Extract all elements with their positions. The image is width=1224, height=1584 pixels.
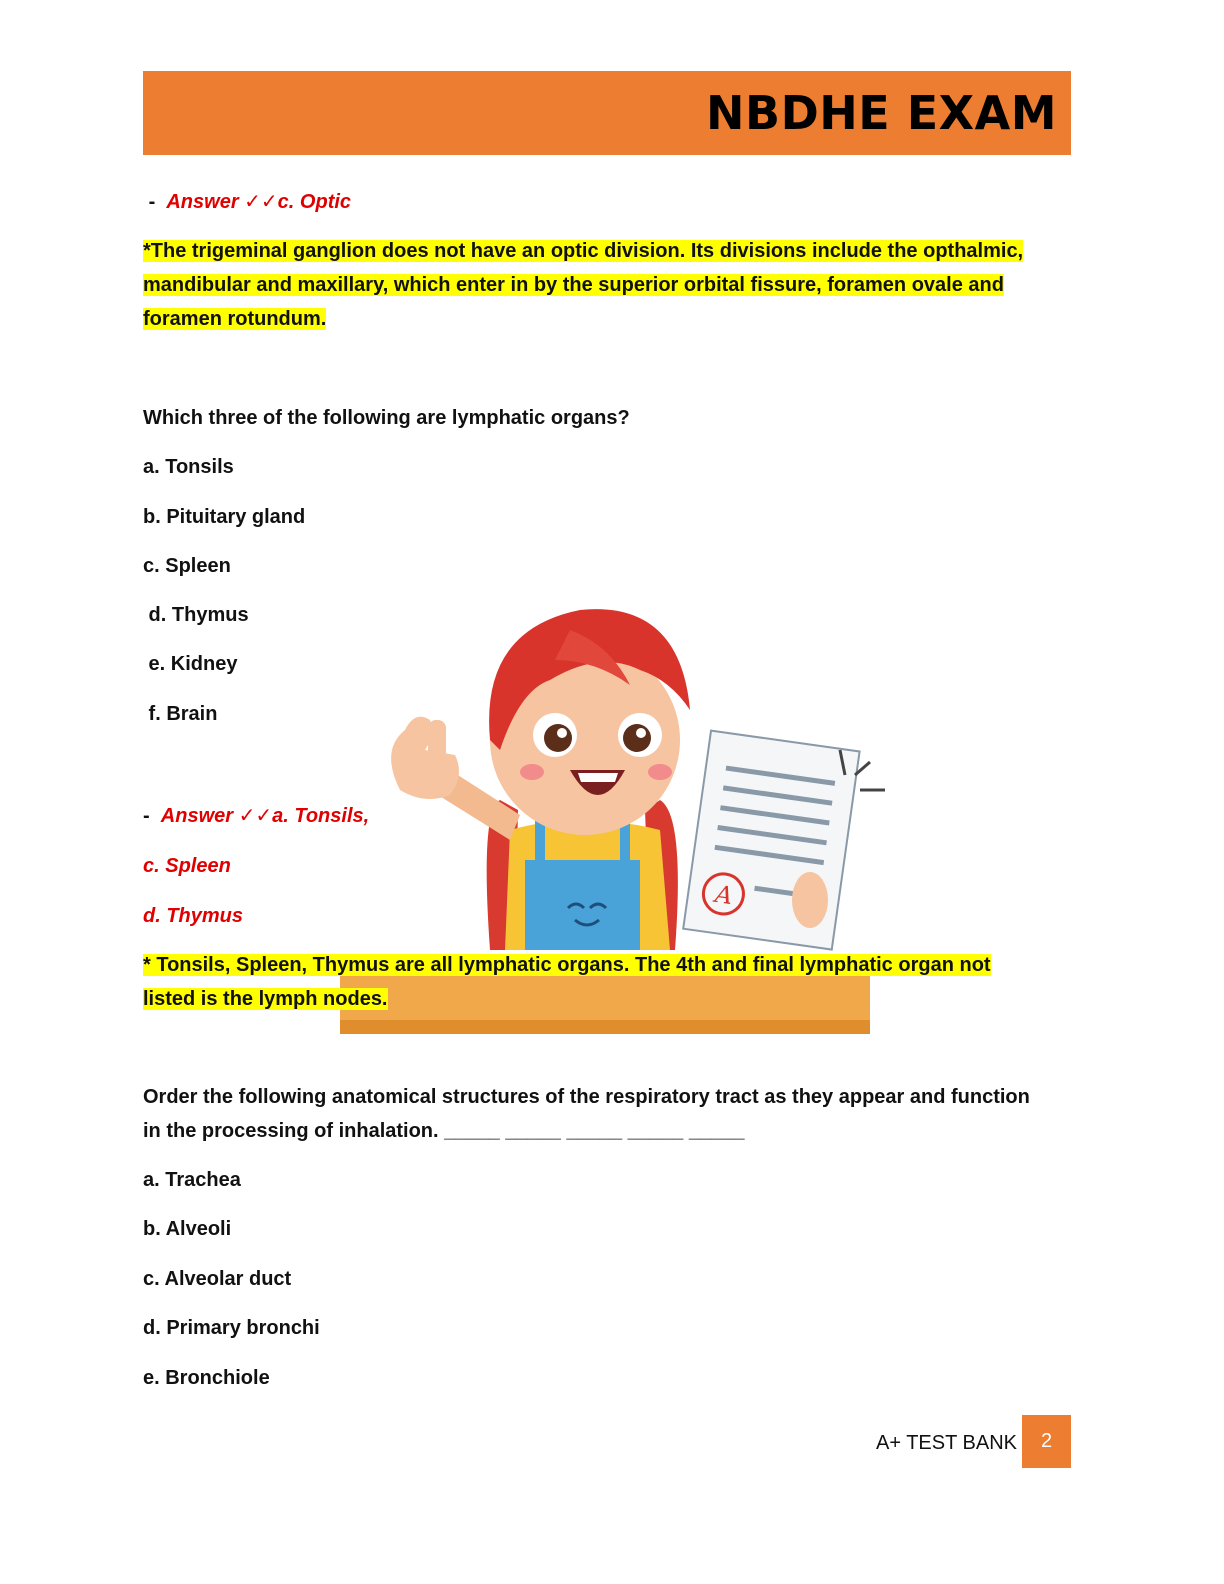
q1-answer <box>143 185 351 219</box>
q1-explanation-line-1: *The trigeminal ganglion does not have an optic division. Its divisions include the opthalmic, <box>143 240 1024 262</box>
q2-option-c: c. Spleen <box>143 555 231 577</box>
q2-answer-line-1: Answer ✓✓a. Tonsils, <box>160 805 370 827</box>
q3-option-e: e. Bronchiole <box>143 1367 270 1389</box>
page-title: NBDHE EXAM <box>706 86 1057 140</box>
q2-option-e: e. Kidney <box>143 653 238 675</box>
q2-option-f: f. Brain <box>143 703 218 725</box>
q3-question-line-1: Order the following anatomical structures of the respiratory tract as they appear and function <box>143 1086 1030 1108</box>
q2-answer <box>143 799 369 833</box>
header-bar <box>143 71 1071 155</box>
q3-question-line-2: in the processing of inhalation. _____ _____ _____ _____ _____ <box>143 1120 745 1142</box>
q2-question: Which three of the following are lymphatic organs? <box>143 407 630 429</box>
q2-answer-line-3: d. Thymus <box>143 905 244 927</box>
page-number: 2 <box>1022 1415 1071 1468</box>
q2-answer-line-2: c. Spleen <box>143 855 231 877</box>
q2-explanation-line-2: listed is the lymph nodes. <box>143 988 388 1010</box>
answer-dash: - <box>143 805 150 827</box>
q3-option-a: a. Trachea <box>143 1169 241 1191</box>
answer-dash: - <box>148 191 156 213</box>
footer-label: A+ TEST BANK <box>876 1432 1017 1454</box>
thumbs-up-hand <box>391 717 459 799</box>
test-paper <box>683 731 859 950</box>
q1-answer-label: Answer ✓✓c. Optic <box>166 191 352 213</box>
svg-text:A: A <box>713 879 735 911</box>
q1-explanation-line-2: mandibular and maxillary, which enter in by the superior orbital fissure, foramen ovale and <box>143 274 1004 296</box>
q2-option-d: d. Thymus <box>143 604 249 626</box>
q2-option-a: a. Tonsils <box>143 456 234 478</box>
q3-option-b: b. Alveoli <box>143 1218 232 1240</box>
q3-option-c: c. Alveolar duct <box>143 1268 292 1290</box>
q1-explanation-line-3: foramen rotundum. <box>143 308 327 330</box>
q2-option-b: b. Pituitary gland <box>143 506 306 528</box>
q3-option-d: d. Primary bronchi <box>143 1317 320 1339</box>
q2-explanation-line-1: * Tonsils, Spleen, Thymus are all lymphatic organs. The 4th and final lymphatic organ not <box>143 954 991 976</box>
